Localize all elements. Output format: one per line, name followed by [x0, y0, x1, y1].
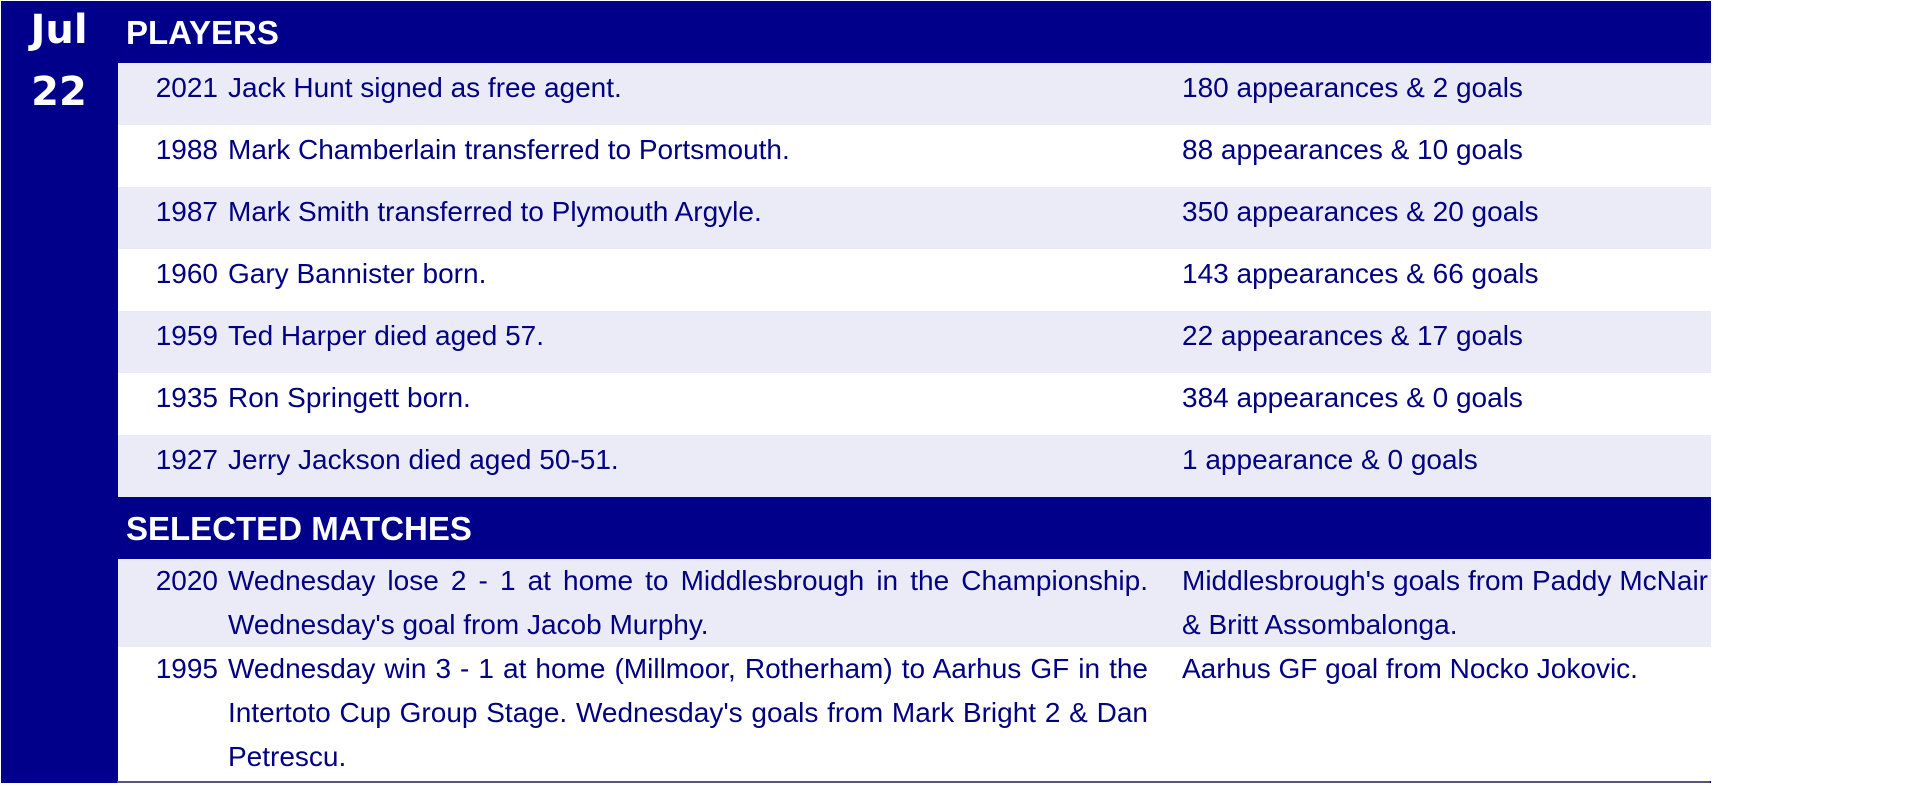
- table-row: [118, 373, 1711, 435]
- row-detail: 88 appearances & 10 goals: [1182, 134, 1523, 165]
- table-row: [118, 559, 1711, 647]
- row-detail: 22 appearances & 17 goals: [1182, 320, 1523, 351]
- table-row: [118, 249, 1711, 311]
- table-row: [118, 187, 1711, 249]
- matches-heading: SELECTED MATCHES: [118, 497, 1711, 559]
- row-year: 1995: [155, 653, 218, 684]
- players-heading: PLAYERS: [118, 1, 1711, 63]
- row-event: Wednesday lose 2 - 1 at home to Middlesbrough in the Championship. Wednesday's goal from Jacob Murphy.: [228, 565, 1148, 640]
- row-detail: Middlesbrough's goals from Paddy McNair & Britt Assombalonga.: [1182, 565, 1708, 640]
- row-detail: Aarhus GF goal from Nocko Jokovic.: [1182, 653, 1638, 684]
- content-area: [118, 1, 1711, 781]
- row-event: Gary Bannister born.: [228, 258, 487, 289]
- row-detail: 180 appearances & 2 goals: [1182, 72, 1523, 103]
- row-detail: 143 appearances & 66 goals: [1182, 258, 1539, 289]
- row-year: 1927: [155, 444, 218, 475]
- bottom-divider: [117, 781, 1710, 783]
- row-event: Mark Chamberlain transferred to Portsmouth.: [228, 134, 790, 165]
- table-row: [118, 435, 1711, 497]
- table-row: [118, 311, 1711, 373]
- row-year: 1960: [155, 258, 218, 289]
- row-year: 1987: [155, 196, 218, 227]
- date-month: Jul: [30, 7, 88, 53]
- row-year: 2020: [155, 565, 218, 596]
- date-day: 22: [31, 69, 87, 115]
- table-row: [118, 63, 1711, 125]
- row-event: Ron Springett born.: [228, 382, 471, 413]
- table-row: [118, 647, 1711, 781]
- row-year: 2021: [155, 72, 218, 103]
- row-detail: 1 appearance & 0 goals: [1182, 444, 1478, 475]
- row-year: 1935: [155, 382, 218, 413]
- row-event: Wednesday win 3 - 1 at home (Millmoor, Rotherham) to Aarhus GF in the Intertoto Cup Group Stage. Wednesday's goals from Mark Bright 2 & Dan Petrescu.: [228, 653, 1148, 772]
- row-event: Jack Hunt signed as free agent.: [228, 72, 622, 103]
- row-year: 1959: [155, 320, 218, 351]
- row-detail: 384 appearances & 0 goals: [1182, 382, 1523, 413]
- date-column: [1, 1, 117, 125]
- table-row: [118, 125, 1711, 187]
- row-year: 1988: [155, 134, 218, 165]
- row-event: Mark Smith transferred to Plymouth Argyle.: [228, 196, 762, 227]
- row-detail: 350 appearances & 20 goals: [1182, 196, 1539, 227]
- on-this-day-sheet: [1, 1, 1711, 783]
- row-event: Ted Harper died aged 57.: [228, 320, 544, 351]
- row-event: Jerry Jackson died aged 50-51.: [228, 444, 619, 475]
